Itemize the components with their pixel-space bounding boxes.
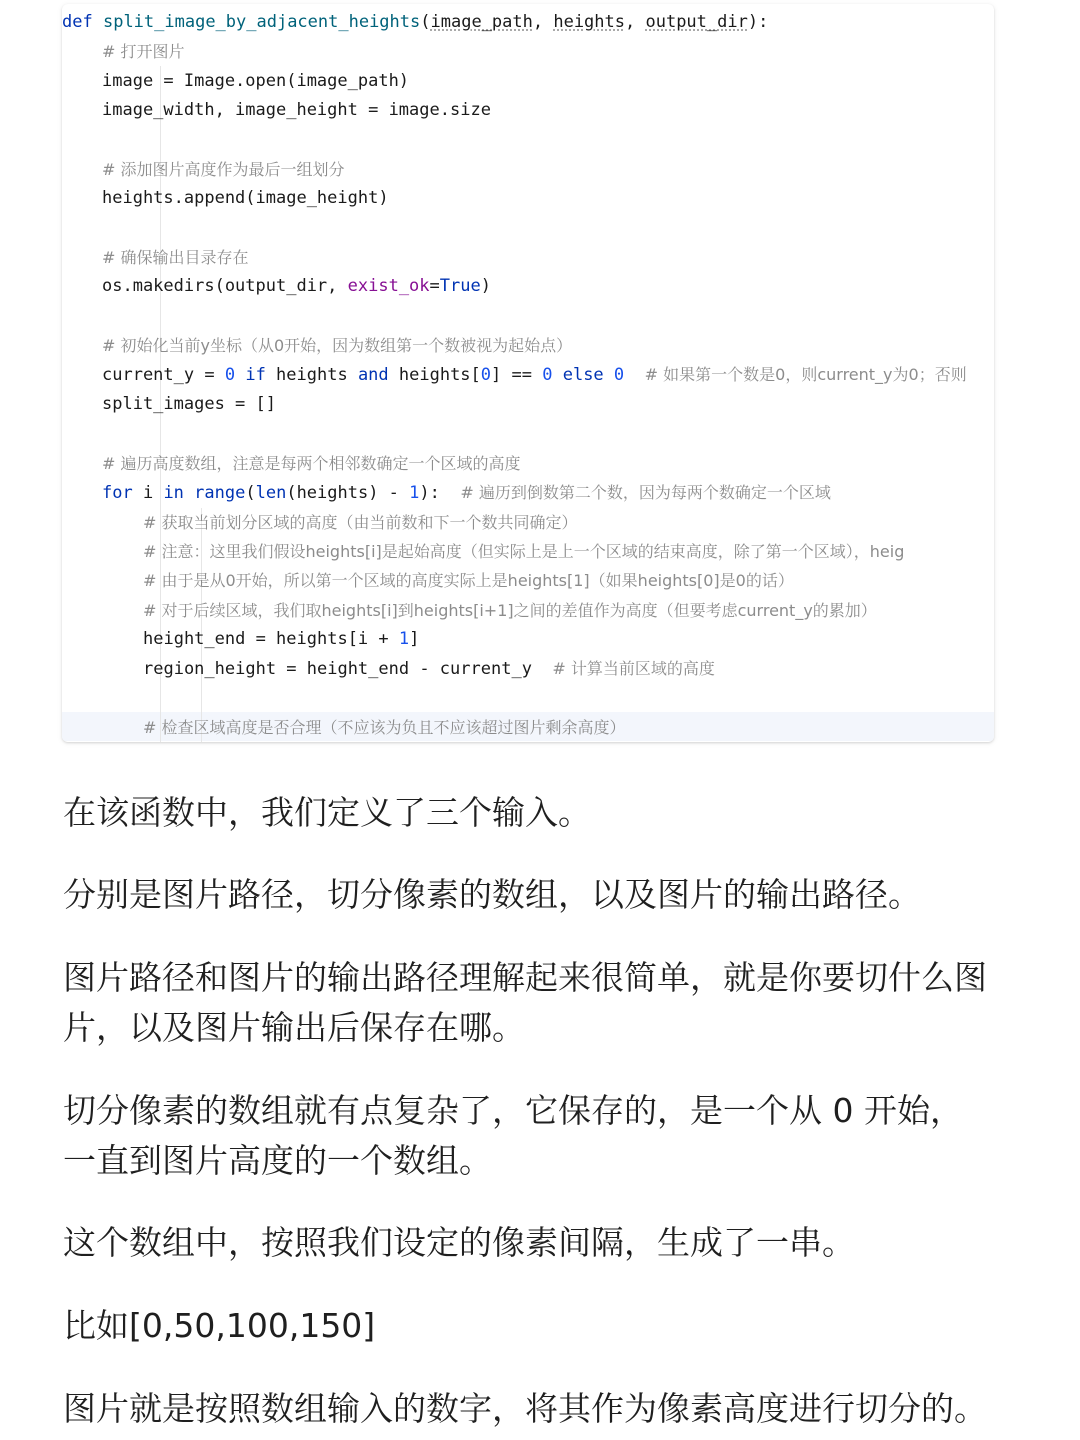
paragraph-line: 图片路径和图片的输出路径理解起来很简单，就是你要切什么图 xyxy=(63,958,987,997)
code-line-def: def split_image_by_adjacent_heights(image_path, heights, output_dir): xyxy=(62,12,769,32)
code-comment: # 打开图片 xyxy=(102,42,185,61)
code-line-height-end: height_end = heights[i + 1] xyxy=(143,629,420,649)
paragraph-line: 一直到图片高度的一个数组。 xyxy=(63,1141,492,1180)
code-comment: # 获取当前划分区域的高度（由当前数和下一个数共同确定） xyxy=(143,513,578,532)
code-comment: # 对于后续区域，我们取heights[i]到heights[i+1]之间的差值作为高度（但要考虑current_y的累加） xyxy=(143,601,877,620)
paragraph: 这个数组中，按照我们设定的像素间隔，生成了一串。 xyxy=(63,1223,855,1262)
code-line: split_images = [] xyxy=(102,394,276,414)
code-line-makedirs: os.makedirs(output_dir, exist_ok=True) xyxy=(102,276,491,296)
paragraph-line: 切分像素的数组就有点复杂了，它保存的，是一个从 0 开始， xyxy=(63,1091,963,1130)
code-line-region-height: region_height = height_end - current_y # 计算当前区域的高度 xyxy=(143,659,715,679)
code-line-for: for i in range(len(heights) - 1): # 遍历到倒数第二个数，因为每两个数确定一个区域 xyxy=(102,483,831,503)
code-line: heights.append(image_height) xyxy=(102,188,389,208)
code-block xyxy=(62,4,994,742)
code-comment: # 注意：这里我们假设heights[i]是起始高度（但实际上是上一个区域的结束高度，除了第一个区域），heig xyxy=(143,542,905,561)
code-comment: # 遍历高度数组，注意是每两个相邻数确定一个区域的高度 xyxy=(102,454,521,473)
paragraph: 在该函数中，我们定义了三个输入。 xyxy=(63,793,591,832)
code-comment: # 确保输出目录存在 xyxy=(102,248,249,267)
paragraph: 图片就是按照数组输入的数字，将其作为像素高度进行切分的。 xyxy=(63,1389,987,1428)
code-comment: # 由于是从0开始，所以第一个区域的高度实际上是heights[1]（如果heights[0]是0的话） xyxy=(143,571,794,590)
paragraph: 分别是图片路径，切分像素的数组，以及图片的输出路径。 xyxy=(63,875,921,914)
code-comment: # 初始化当前y坐标（从0开始，因为数组第一个数被视为起始点） xyxy=(102,336,573,355)
paragraph-line: 片，以及图片输出后保存在哪。 xyxy=(63,1008,525,1047)
code-comment: # 检查区域高度是否合理（不应该为负且不应该超过图片剩余高度） xyxy=(143,718,626,737)
code-line: image = Image.open(image_path) xyxy=(102,71,410,91)
paragraph: 比如[0,50,100,150] xyxy=(63,1306,376,1345)
code-line-current-y: current_y = 0 if heights and heights[0] == 0 else 0 # 如果第一个数是0，则current_y为0；否则 xyxy=(102,365,967,385)
code-comment: # 添加图片高度作为最后一组划分 xyxy=(102,160,345,179)
code-line: image_width, image_height = image.size xyxy=(102,100,491,120)
